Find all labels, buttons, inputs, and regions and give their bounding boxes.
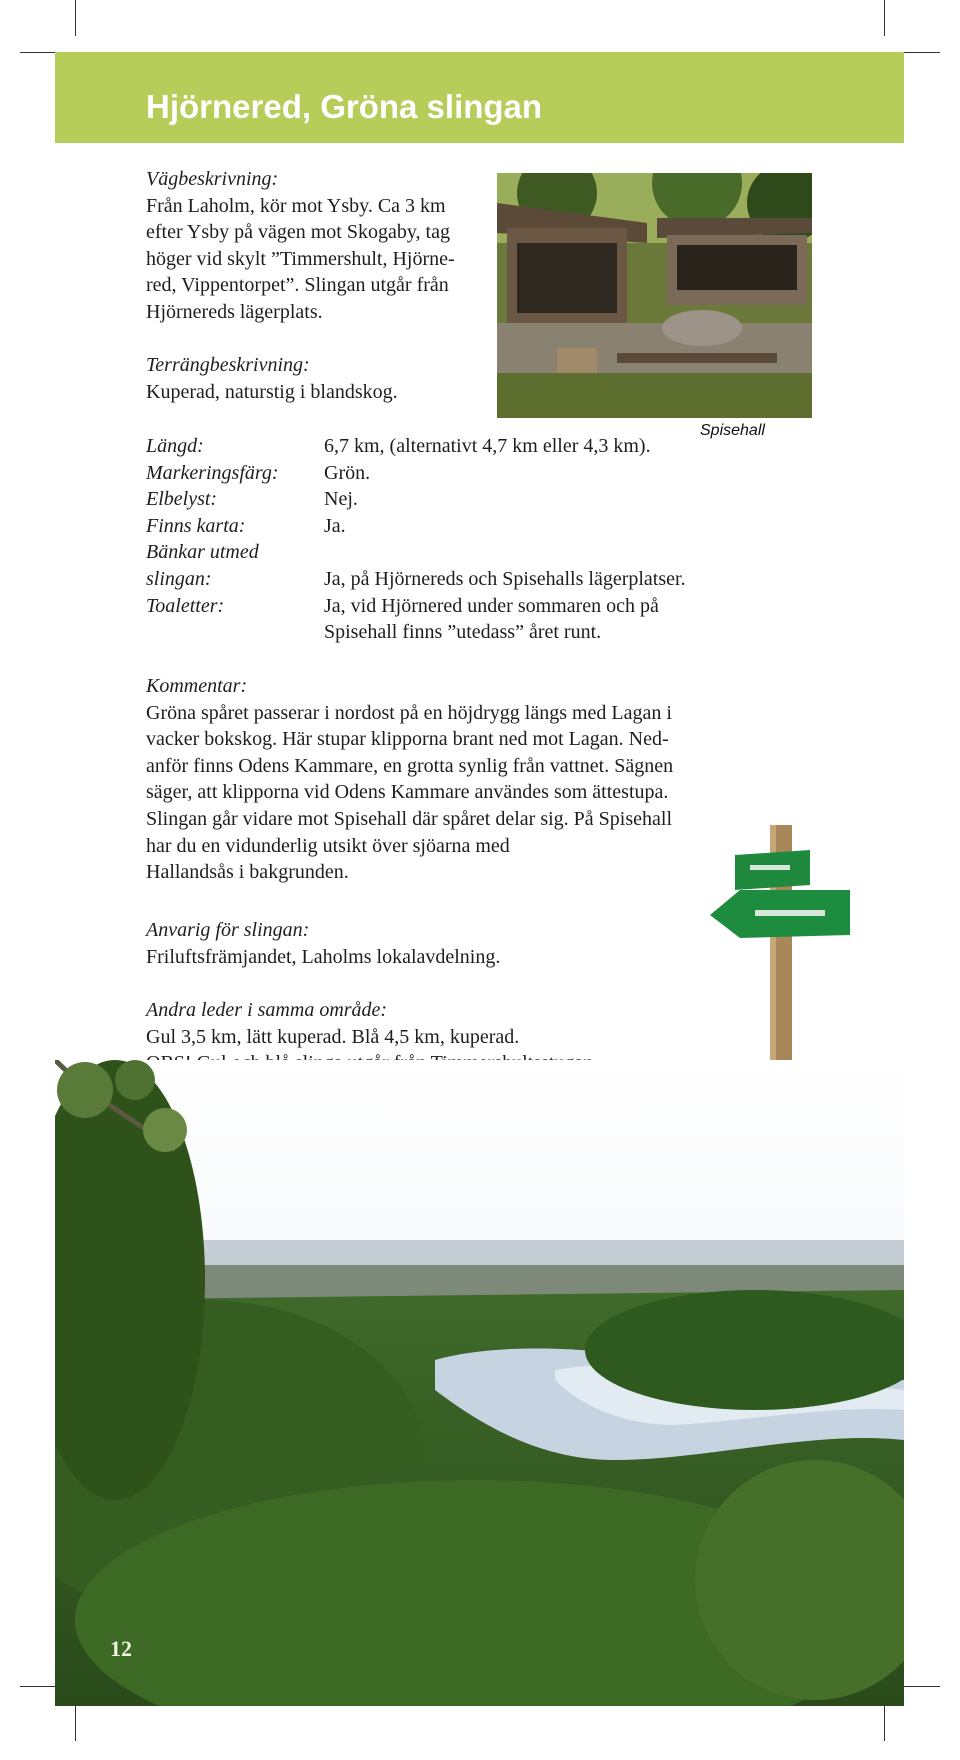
responsible-section [146, 917, 746, 970]
fact-value [324, 539, 744, 566]
fact-row [146, 460, 744, 487]
directions-section [146, 166, 486, 326]
fact-label: Elbelyst: [146, 488, 218, 511]
fact-row [146, 513, 744, 540]
comment-line: Gröna spåret passerar i nordost på en höjdrygg längs med Lagan i [146, 701, 672, 724]
terrain-section [146, 352, 486, 405]
terrain-label: Terrängbeskrivning: [146, 354, 310, 376]
lake-view-illustration [55, 1060, 904, 1706]
fact-label: Bänkar utmed [146, 541, 259, 564]
crop-mark [20, 52, 56, 53]
crop-mark [884, 0, 885, 36]
fact-value: Spisehall finns ”utedass” året runt. [324, 621, 602, 644]
fact-row [146, 433, 744, 460]
fact-label: Längd: [146, 435, 204, 457]
directions-line: efter Ysby på vägen mot Skogaby, tag [146, 221, 450, 244]
terrain-text: Kuperad, naturstig i blandskog. [146, 380, 398, 403]
fact-label [146, 619, 324, 646]
page-title: Hjörnered, Gröna slingan [146, 88, 543, 125]
comment-line: vacker bokskog. Här stupar klipporna brant ned mot Lagan. Ned- [146, 728, 669, 751]
fact-row [146, 486, 744, 513]
lake-view-photo [55, 1060, 904, 1706]
crop-mark [75, 0, 76, 36]
fact-value: Grön. [324, 461, 371, 484]
directions-line: Hjörnereds lägerplats. [146, 300, 323, 323]
fact-label: Markeringsfärg: [146, 461, 279, 484]
fact-row [146, 619, 744, 646]
fact-row [146, 566, 744, 593]
directions-label: Vägbeskrivning: [146, 168, 279, 190]
fact-value: Ja. [324, 514, 346, 537]
fact-value: 6,7 km, (alternativt 4,7 km eller 4,3 km). [324, 435, 651, 457]
comment-section [146, 673, 746, 886]
shelter-illustration [497, 173, 812, 418]
fact-row [146, 593, 744, 620]
shelter-photo [497, 173, 812, 418]
crop-mark [75, 1705, 76, 1741]
directions-line: Från Laholm, kör mot Ysby. Ca 3 km [146, 194, 446, 217]
directions-line: höger vid skylt ”Timmershult, Hjörne- [146, 247, 455, 270]
other-trails-line: Gul 3,5 km, lätt kuperad. Blå 4,5 km, kuperad. [146, 1025, 520, 1048]
directions-line: red, Vippentorpet”. Slingan utgår från [146, 274, 449, 297]
fact-value: Nej. [324, 488, 358, 511]
responsible-text: Friluftsfrämjandet, Laholms lokalavdelning. [146, 945, 501, 968]
fact-label: Toaletter: [146, 594, 225, 617]
comment-label: Kommentar: [146, 675, 248, 697]
crop-mark [20, 1686, 56, 1687]
fact-label: slingan: [146, 567, 212, 590]
facts-table [146, 433, 744, 646]
comment-line: har du en vidunderlig utsikt över sjöarna med [146, 834, 510, 857]
other-trails-label: Andra leder i samma område: [146, 999, 388, 1021]
comment-line: Slingan går vidare mot Spisehall där spåret delar sig. På Spisehall [146, 807, 672, 830]
comment-line: Hallandsås i bakgrunden. [146, 861, 349, 884]
photo-caption: Spisehall [700, 422, 765, 439]
fact-value: Ja, på Hjörnereds och Spisehalls lägerplatser. [324, 567, 686, 590]
crop-mark [904, 1686, 940, 1687]
comment-line: anför finns Odens Kammare, en grotta synlig från vattnet. Sägnen [146, 754, 674, 777]
crop-mark [904, 52, 940, 53]
fact-label: Finns karta: [146, 514, 246, 537]
crop-mark [884, 1705, 885, 1741]
responsible-label: Anvarig för slingan: [146, 919, 310, 941]
page-number: 12 [110, 1636, 132, 1661]
comment-line: säger, att klipporna vid Odens Kammare användes som ättestupa. [146, 781, 669, 804]
fact-row [146, 539, 744, 566]
fact-value: Ja, vid Hjörnered under sommaren och på [324, 594, 659, 617]
